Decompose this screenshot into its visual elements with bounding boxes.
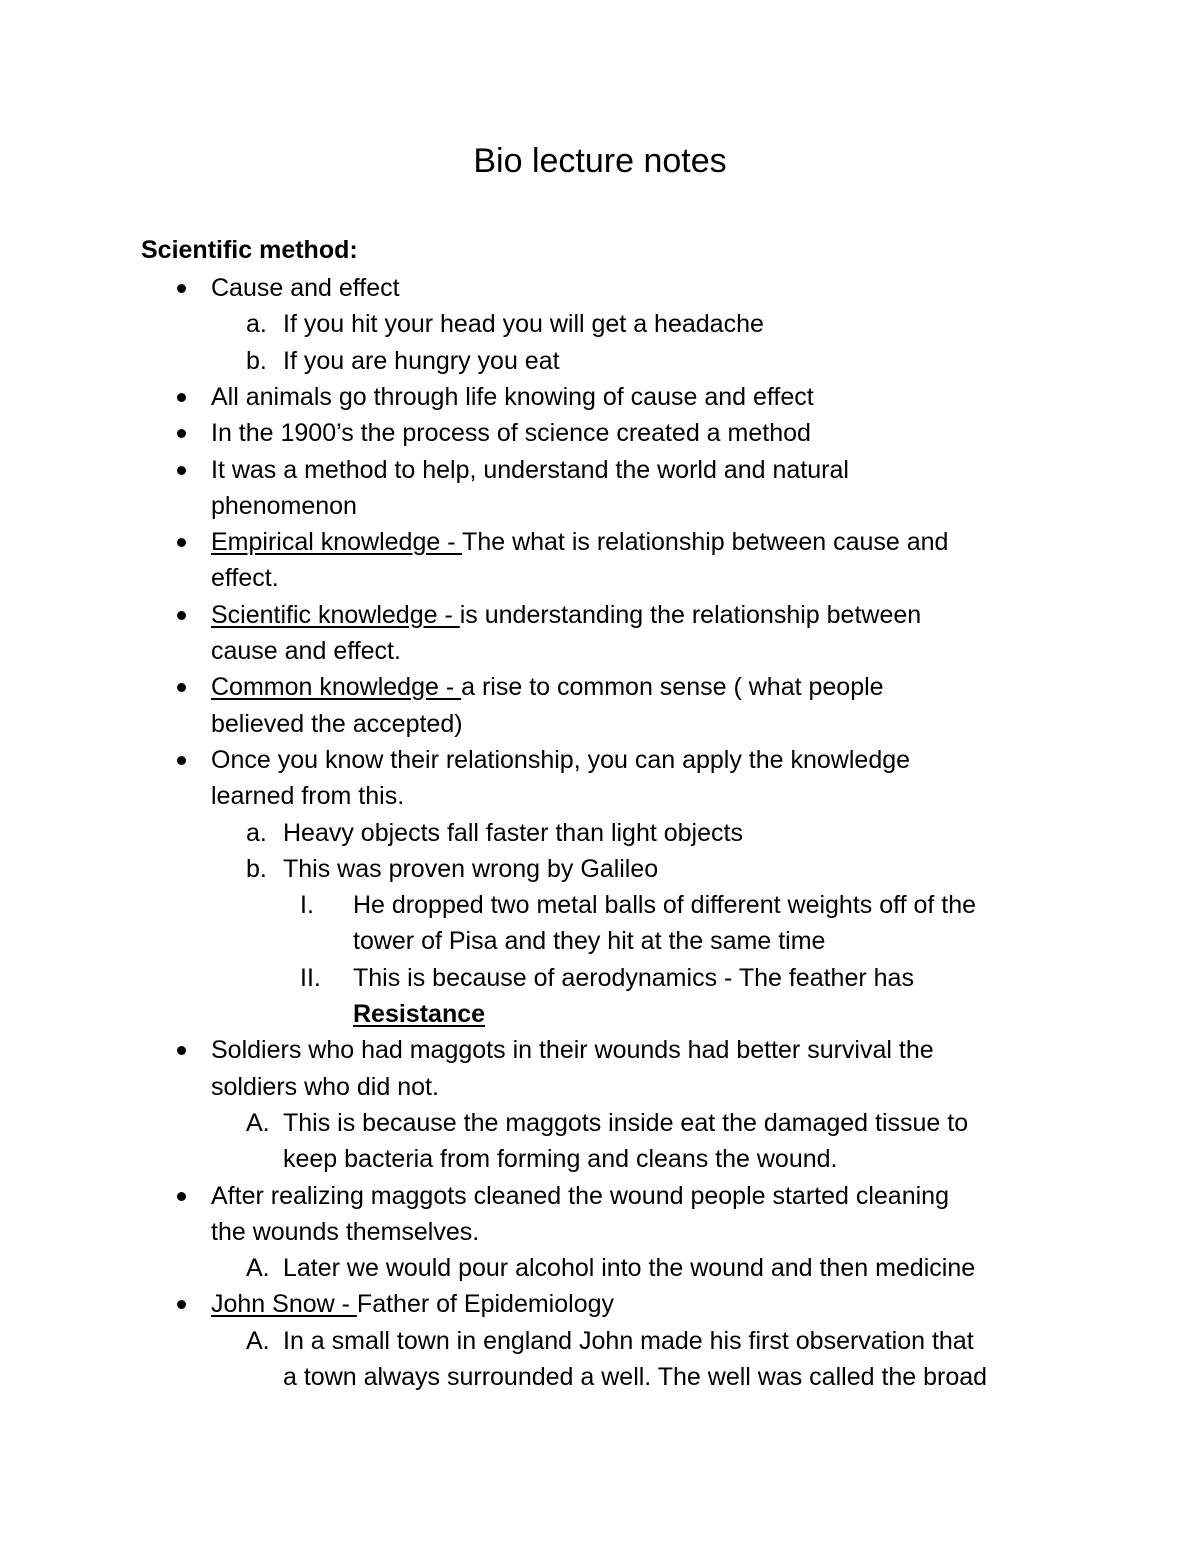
list-item-text <box>211 742 910 778</box>
sub-item-text: If you are hungry you eat <box>283 346 560 375</box>
list-marker: b. <box>246 346 267 375</box>
bullet-icon <box>177 1300 186 1309</box>
list-item-text <box>211 1032 934 1068</box>
bold-key-term <box>353 996 485 1032</box>
roman-item-text: He dropped two metal balls of different weights off of the <box>353 891 977 920</box>
document-title: Bio lecture notes <box>473 142 727 180</box>
item-text: Once you know their relationship, you can apply the knowledge <box>211 745 911 774</box>
item-text: Soldiers who had maggots in their wounds had better survival the <box>211 1036 934 1065</box>
item-text: learned from this. <box>211 782 405 811</box>
list-marker: A. <box>246 1254 270 1283</box>
key-term: John Snow - <box>211 1290 357 1319</box>
list-item-text <box>211 1069 439 1105</box>
item-text: After realizing maggots cleaned the wound people started cleaning <box>211 1181 949 1210</box>
section-heading: Scientific method: <box>141 236 358 264</box>
bullet-icon <box>177 683 186 692</box>
list-item-text <box>211 1286 614 1322</box>
item-text: phenomenon <box>211 491 357 520</box>
sub-item-text: Later we would pour alcohol into the wound and then medicine <box>283 1254 976 1283</box>
list-marker: a. <box>246 310 267 339</box>
key-term: Empirical knowledge - <box>211 528 463 557</box>
list-marker: A. <box>246 1326 270 1355</box>
key-term: Scientific knowledge - <box>211 600 460 629</box>
item-text: a rise to common sense ( what people <box>461 673 884 702</box>
list-marker: A. <box>246 1108 270 1137</box>
list-item-text <box>211 415 811 451</box>
roman-item-text: tower of Pisa and they hit at the same time <box>353 927 826 956</box>
list-item-text <box>211 633 401 669</box>
list-item-text <box>211 1214 479 1250</box>
sub-item-text: keep bacteria from forming and cleans the wound. <box>283 1145 838 1174</box>
item-text: In the 1900’s the process of science created a method <box>211 419 811 448</box>
sub-item-text: In a small town in england John made his first observation that <box>283 1326 974 1355</box>
bold-term: Resistance <box>353 1000 486 1028</box>
item-text: Father of Epidemiology <box>356 1290 615 1319</box>
list-item-text <box>211 379 814 415</box>
list-item-text <box>211 706 463 742</box>
item-text: cause and effect. <box>211 637 401 665</box>
sub-item-text: a town always surrounded a well. The well was called the broad <box>283 1363 988 1391</box>
item-text: the wounds themselves. <box>211 1217 480 1246</box>
item-text: Cause and effect <box>211 274 400 302</box>
item-text: believed the accepted) <box>211 709 463 738</box>
sub-item-text: This was proven wrong by Galileo <box>283 854 659 883</box>
roman-item-text: This is because of aerodynamics - The feather has <box>353 963 914 992</box>
list-item-text <box>211 560 279 596</box>
item-text: All animals go through life knowing of cause and effect <box>211 382 814 411</box>
bullet-icon <box>177 466 186 475</box>
list-marker: a. <box>246 818 267 847</box>
bullet-icon <box>177 284 186 293</box>
bullet-icon <box>177 393 186 402</box>
bullet-icon <box>177 538 186 547</box>
list-item-text <box>211 452 849 488</box>
list-marker: I. <box>300 891 314 920</box>
list-item-text <box>211 1178 949 1214</box>
list-item-text <box>211 524 948 560</box>
bullet-icon <box>177 611 186 620</box>
list-item-text <box>211 669 884 705</box>
sub-item-text: This is because the maggots inside eat the damaged tissue to <box>283 1108 969 1137</box>
item-text: soldiers who did not. <box>211 1072 439 1101</box>
key-term: Common knowledge - <box>211 673 462 702</box>
list-item-text <box>211 597 921 633</box>
list-marker: b. <box>246 854 267 883</box>
list-marker: II. <box>300 963 321 992</box>
item-text: effect. <box>211 564 279 593</box>
list-item-text <box>211 778 404 814</box>
sub-item-text: Heavy objects fall faster than light objects <box>283 818 743 847</box>
sub-item-text: If you hit your head you will get a headache <box>283 310 764 339</box>
bullet-icon <box>177 756 186 765</box>
bullet-icon <box>177 429 186 438</box>
list-item-text <box>211 488 357 524</box>
item-text: is understanding the relationship between <box>459 600 922 629</box>
bullet-icon <box>177 1046 186 1055</box>
bullet-icon <box>177 1192 186 1201</box>
list-item-text <box>211 270 400 306</box>
item-text: It was a method to help, understand the world and natural <box>211 455 849 484</box>
item-text: The what is relationship between cause and <box>462 528 949 557</box>
